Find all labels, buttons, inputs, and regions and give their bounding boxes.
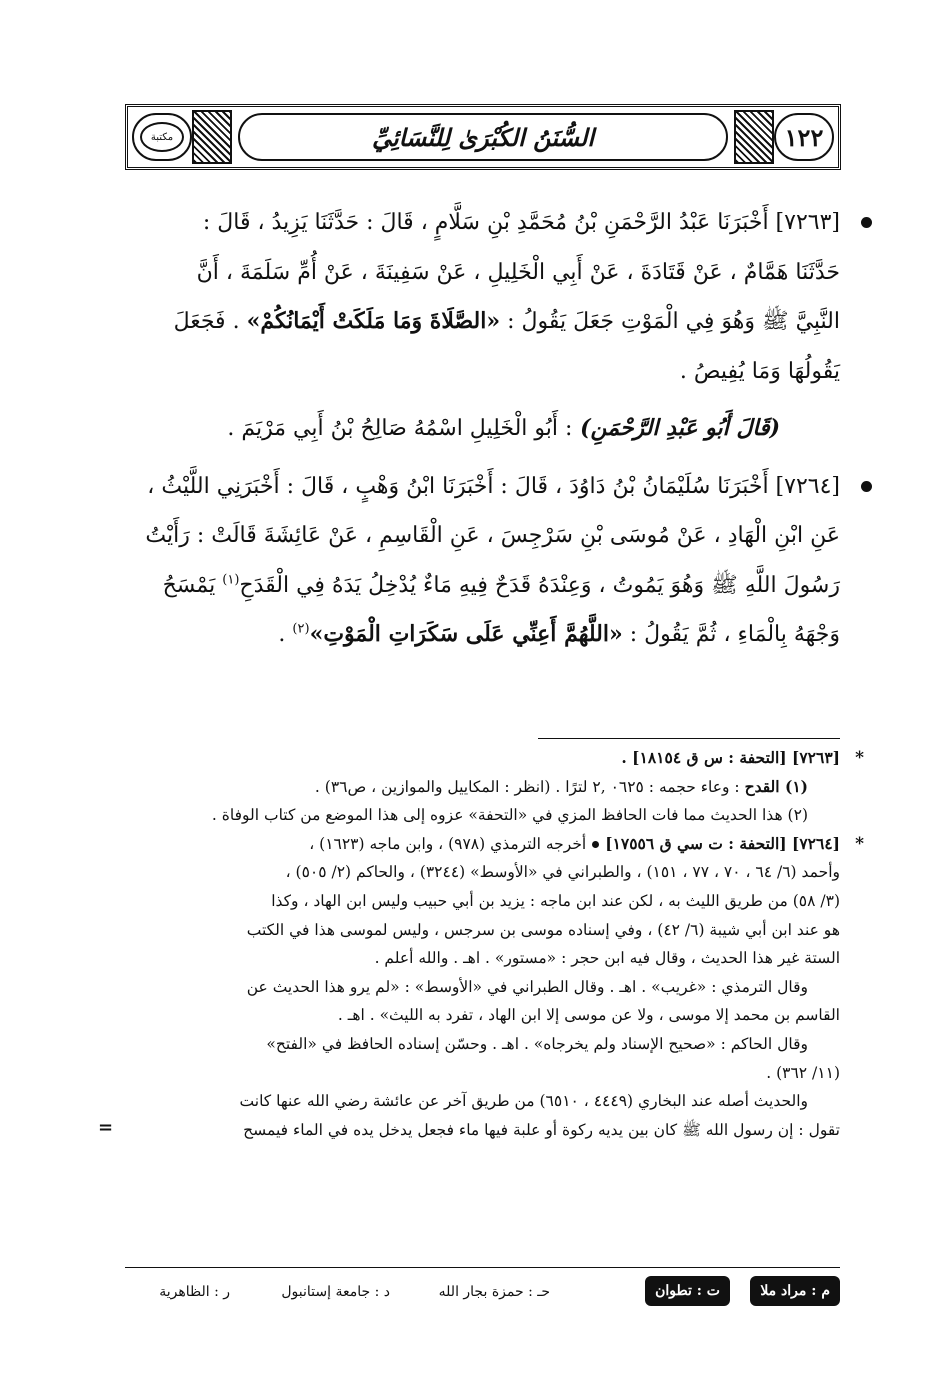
note-line: القاسم بن محمد إلا موسى ، ولا عن موسى إلا ابن الهاد ، تفرد به الليث» . اهـ . [337,1006,840,1025]
page-number: ١٢٢ [774,113,834,161]
footnote-1: (١) القدح : وعاء حجمه : ٠٦٢٥ ,٢ لترًا . (انظر : المكاييل والموازين ، ص٣٦) . [314,776,808,796]
hadith-line: [٧٢٦٤] أَخْبَرَنَا سُلَيْمَانُ بْنُ دَاوُدَ ، قَالَ : أَخْبَرَنَا ابْنُ وَهْبٍ ، قَالَ : أَخْبَرَنِي اللَّيْثُ ، [147,473,840,499]
asterisk-icon: * [855,833,864,854]
quoted-saying: «الصَّلَاةَ وَمَا مَلَكَتْ أَيْمَانُكُمْ» [246,308,501,334]
footnote-2: (٢) هذا الحديث مما فات الحافظ المزي في «التحفة» عزوه إلى هذا الموضع من كتاب الوفاة . [211,806,808,825]
quoted-saying: «اللَّهُمَّ أَعِنِّي عَلَى سَكَرَاتِ الْمَوْتِ» [309,621,623,647]
note-line: والحديث أصله عند البخاري (٤٤٤٩ ، ٦٥١٠) من طريق آخر عن عائشة رضي الله عنها كانت [239,1092,808,1111]
book-title: السُّنَنُ الكُبْرَىٰ لِلنَّسَائِيِّ [238,113,728,161]
note-line: الستة غير هذا الحديث ، وقال فيه ابن حجر : «مستور» . اهـ . والله أعلم . [374,949,840,968]
page-header [125,104,841,170]
comment-label: (قَالَ أَبُو عَبْدِ الرَّحْمَنِ) [572,415,780,441]
hadith-7263 [128,198,840,396]
footer-divider [125,1267,840,1268]
manuscript-m: م : مراد ملا [750,1276,840,1306]
footnote-ref[interactable]: (٢) [292,621,310,637]
abu-abdurrahman-comment [128,404,840,454]
footnote-separator [538,738,840,739]
hadith-line: رَسُولَ اللَّهِ ﷺ وَهُوَ يَمُوتُ ، وَعِنْدَهُ قَدَحٌ فِيهِ مَاءٌ يُدْخِلُ يَدَهُ فِي الْقَدَحِ$^{(١)}$ يَمْسَحُ [162,572,840,598]
manuscript-key [125,1276,840,1310]
hadith-line: حَدَّثَنَا هَمَّامٌ ، عَنْ قَتَادَةَ ، عَنْ أَبِي الْخَلِيلِ ، عَنْ سَفِينَةَ ، عَنْ أُمِّ سَلَمَةَ ، أَنَّ [196,259,840,285]
hadith-line: يَقُولُهَا وَمَا يُفِيصُ . [679,358,840,384]
asterisk-icon: * [855,748,864,768]
bullet-icon [861,481,872,492]
logo-text: مكتبة [150,131,174,143]
ornament-left [192,110,232,164]
manuscript-t: ت : تطوان [645,1276,730,1306]
note-line: هو عند ابن أبي شيبة (٦/ ٤٢) ، وفي إسناده موسى بن سرجس ، وليس لموسى هذا في الكتب [246,920,840,939]
hadith-line: [٧٢٦٣] أَخْبَرَنَا عَبْدُ الرَّحْمَنِ بْنُ مُحَمَّدِ بْنِ سَلَّامٍ ، قَالَ : حَدَّثَنَا يَزِيدُ ، قَالَ : [202,210,840,235]
note-line: تقول : إن رسول الله ﷺ كان بين يديه ركوة أو علبة فيها ماء فجعل يدخل يده في الماء فيمسح = [122,1116,840,1145]
note-line: وقال الحاكم : «صحيح الإسناد ولم يخرجاه» . اهـ . وحسّن إسناده الحافظ في «الفتح» [266,1034,808,1053]
note-line: (٣/ ٥٨) من طريق الليث به ، لكن عند ابن ماجه : يزيد بن أبي حبيب وليس ابن الهاد ، وكذا [271,891,840,910]
note-7264: * [٧٢٦٤] [التحفة : ت سي ق ١٧٥٥٦]أخرجه الترمذي (٩٧٨) ، وابن ماجه (١٦٢٣) ، [122,830,840,859]
note-line: وقال الترمذي : «غريب» . اهـ . وقال الطبراني في «الأوسط» : «لم يرو هذا الحديث عن [246,977,808,996]
note-7263: * [٧٢٦٣] [التحفة : س ق ١٨١٥٤] . [122,744,840,773]
continuation-mark: = [98,1116,114,1138]
note-line: (١١/ ٣٦٢) . [766,1063,840,1082]
hadith-line: عَنِ ابْنِ الْهَادِ ، عَنْ مُوسَى بْنِ سَرْجِسَ ، عَنِ الْقَاسِمِ ، عَنْ عَائِشَةَ قَالَتْ : رَأَيْتُ [145,523,840,548]
main-text [128,198,840,660]
manuscript-r: ر : الظاهرية [159,1284,230,1300]
ornament-right [734,110,774,164]
manuscript-d: د : جامعة إستانبول [281,1284,390,1300]
bullet-icon [861,217,872,228]
note-line: وأحمد (٦/ ٦٤ ، ٧٠ ، ٧٧ ، ١٥١) ، والطبراني في «الأوسط» (٣٢٤٤) ، والحاكم (٢/ ٥٠٥) ، [285,863,840,882]
publisher-logo [132,113,192,161]
bullet-icon [592,841,599,848]
hadith-line: وَجْهَهُ بِالْمَاءِ ، ثُمَّ يَقُولُ : «اللَّهُمَّ أَعِنِّي عَلَى سَكَرَاتِ الْمَوْتِ»$^{(٢)}$ . [278,621,840,647]
comment-text: : أَبُو الْخَلِيلِ اسْمُهُ صَالِحُ بْنُ أَبِي مَرْيَمَ . [227,416,573,441]
hadith-line: النَّبِيَّ ﷺ وَهُوَ فِي الْمَوْتِ جَعَلَ يَقُولُ : «الصَّلَاةَ وَمَا مَلَكَتْ أَيْمَانُكُمْ» . فَجَعَلَ [173,308,840,334]
hadith-7264 [128,462,840,660]
footnote-ref[interactable]: (١) [222,572,240,588]
manuscript-h: حـ : حمزة بجار الله [438,1284,550,1300]
footnotes [98,744,864,1144]
logo-emblem-icon [140,122,184,152]
